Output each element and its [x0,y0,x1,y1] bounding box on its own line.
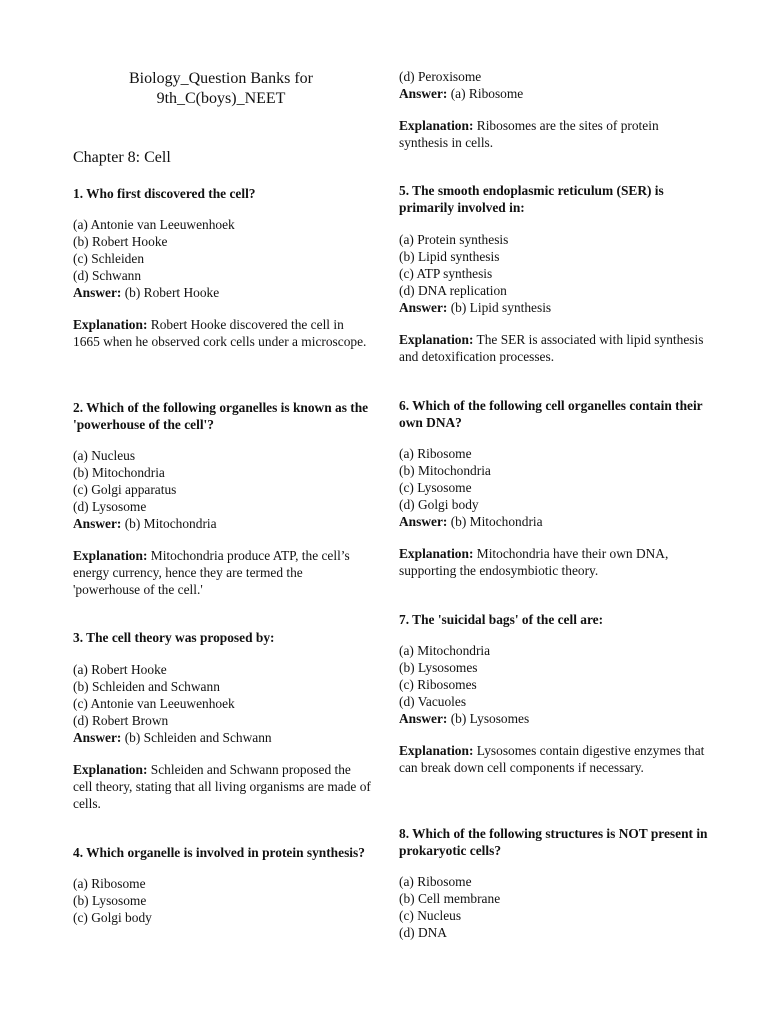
option-d: (d) Robert Brown [73,713,169,728]
explanation-text: Lysosomes contain digestive enzymes that can break down cell components if necessary. [399,743,705,775]
option-d: (d) Golgi body [399,497,479,512]
explanation [399,545,709,579]
option-a: (a) Protein synthesis [399,232,509,247]
title-line-2: 9th_C(boys)_NEET [156,90,286,107]
chapter-heading: Chapter 8: Cell [73,149,171,166]
answer-value: (b) Lipid synthesis [450,300,552,315]
question-block-6 [399,397,709,579]
answer-label: Answer: [73,730,122,745]
option-b: (b) Lipid synthesis [399,249,500,264]
explanation-text: Schleiden and Schwann proposed the cell theory, stating that all living organisms are made of cells. [73,762,371,811]
option-a: (a) Mitochondria [399,643,491,658]
option-a: (a) Nucleus [73,448,136,463]
question-block-7 [399,611,709,776]
answer-label: Answer: [399,514,448,529]
document-title [73,69,369,109]
option-b: (b) Cell membrane [399,891,501,906]
question-text: 5. The smooth endoplasmic reticulum (SER) is primarily involved in: [399,183,664,215]
question-text: 4. Which organelle is involved in protein synthesis? [73,845,365,860]
option-d: (d) Peroxisome [399,69,482,84]
answer-value: (b) Lysosomes [450,711,530,726]
explanation-text: Ribosomes are the sites of protein synthesis in cells. [399,118,659,150]
explanation [73,547,373,598]
explanation [399,117,709,151]
answer-label: Answer: [399,300,448,315]
answer-line [399,513,709,530]
answer-line [399,710,709,727]
option-d: (d) DNA replication [399,283,507,298]
option-c: (c) Golgi apparatus [73,482,177,497]
option-a: (a) Ribosome [399,874,472,889]
question-block-2 [73,399,373,598]
answer-line [73,515,373,532]
explanation [73,316,373,350]
explanation-label: Explanation: [399,546,474,561]
question-block-5 [399,182,709,365]
explanation-label: Explanation: [399,743,474,758]
explanation [73,761,373,812]
option-a: (a) Robert Hooke [73,662,167,677]
option-c: (c) Antonie van Leeuwenhoek [73,696,235,711]
option-d: (d) Lysosome [73,499,147,514]
explanation-text: Mitochondria produce ATP, the cell’s energy currency, hence they are termed the 'powerhouse of the cell.' [73,548,350,597]
option-d: (d) Schwann [73,268,142,283]
option-c: (c) ATP synthesis [399,266,493,281]
question-text: 3. The cell theory was proposed by: [73,630,275,645]
question-text: 1. Who first discovered the cell? [73,186,256,201]
option-b: (b) Schleiden and Schwann [73,679,220,694]
explanation [399,331,709,365]
title-line-1: Biology_Question Banks for [129,70,313,87]
explanation-label: Explanation: [73,317,148,332]
question-block-4-continued [399,68,709,151]
question-text: 6. Which of the following cell organelles contain their own DNA? [399,398,703,430]
question-text: 7. The 'suicidal bags' of the cell are: [399,612,604,627]
answer-value: (a) Ribosome [450,86,524,101]
option-c: (c) Schleiden [73,251,145,266]
answer-value: (b) Schleiden and Schwann [124,730,272,745]
option-c: (c) Nucleus [399,908,462,923]
answer-label: Answer: [73,516,122,531]
answer-value: (b) Mitochondria [450,514,543,529]
answer-line [73,729,373,746]
option-c: (c) Ribosomes [399,677,477,692]
explanation [399,742,709,776]
option-a: (a) Antonie van Leeuwenhoek [73,217,235,232]
question-block-4 [73,844,373,926]
question-text: 8. Which of the following structures is NOT present in prokaryotic cells? [399,826,708,858]
option-c: (c) Lysosome [399,480,472,495]
option-a: (a) Ribosome [399,446,472,461]
answer-label: Answer: [399,86,448,101]
question-block-8 [399,825,709,941]
option-d: (d) Vacuoles [399,694,467,709]
question-block-3 [73,629,373,812]
option-b: (b) Mitochondria [399,463,491,478]
explanation-label: Explanation: [73,762,148,777]
option-b: (b) Mitochondria [73,465,165,480]
option-d: (d) DNA [399,925,447,940]
explanation-text: Robert Hooke discovered the cell in 1665 when he observed cork cells under a microscope. [73,317,367,349]
answer-label: Answer: [73,285,122,300]
question-text: 2. Which of the following organelles is known as the 'powerhouse of the cell'? [73,400,369,432]
option-b: (b) Lysosome [73,893,147,908]
explanation-label: Explanation: [399,118,474,133]
option-b: (b) Lysosomes [399,660,478,675]
answer-line [399,299,709,316]
answer-line [73,284,373,301]
answer-value: (b) Robert Hooke [124,285,220,300]
option-b: (b) Robert Hooke [73,234,168,249]
answer-label: Answer: [399,711,448,726]
explanation-label: Explanation: [73,548,148,563]
explanation-label: Explanation: [399,332,474,347]
option-a: (a) Ribosome [73,876,146,891]
explanation-text: The SER is associated with lipid synthesis and detoxification processes. [399,332,704,364]
option-c: (c) Golgi body [73,910,152,925]
question-block-1 [73,185,373,350]
answer-value: (b) Mitochondria [124,516,217,531]
explanation-text: Mitochondria have their own DNA, supporting the endosymbiotic theory. [399,546,669,578]
answer-line [399,85,709,102]
